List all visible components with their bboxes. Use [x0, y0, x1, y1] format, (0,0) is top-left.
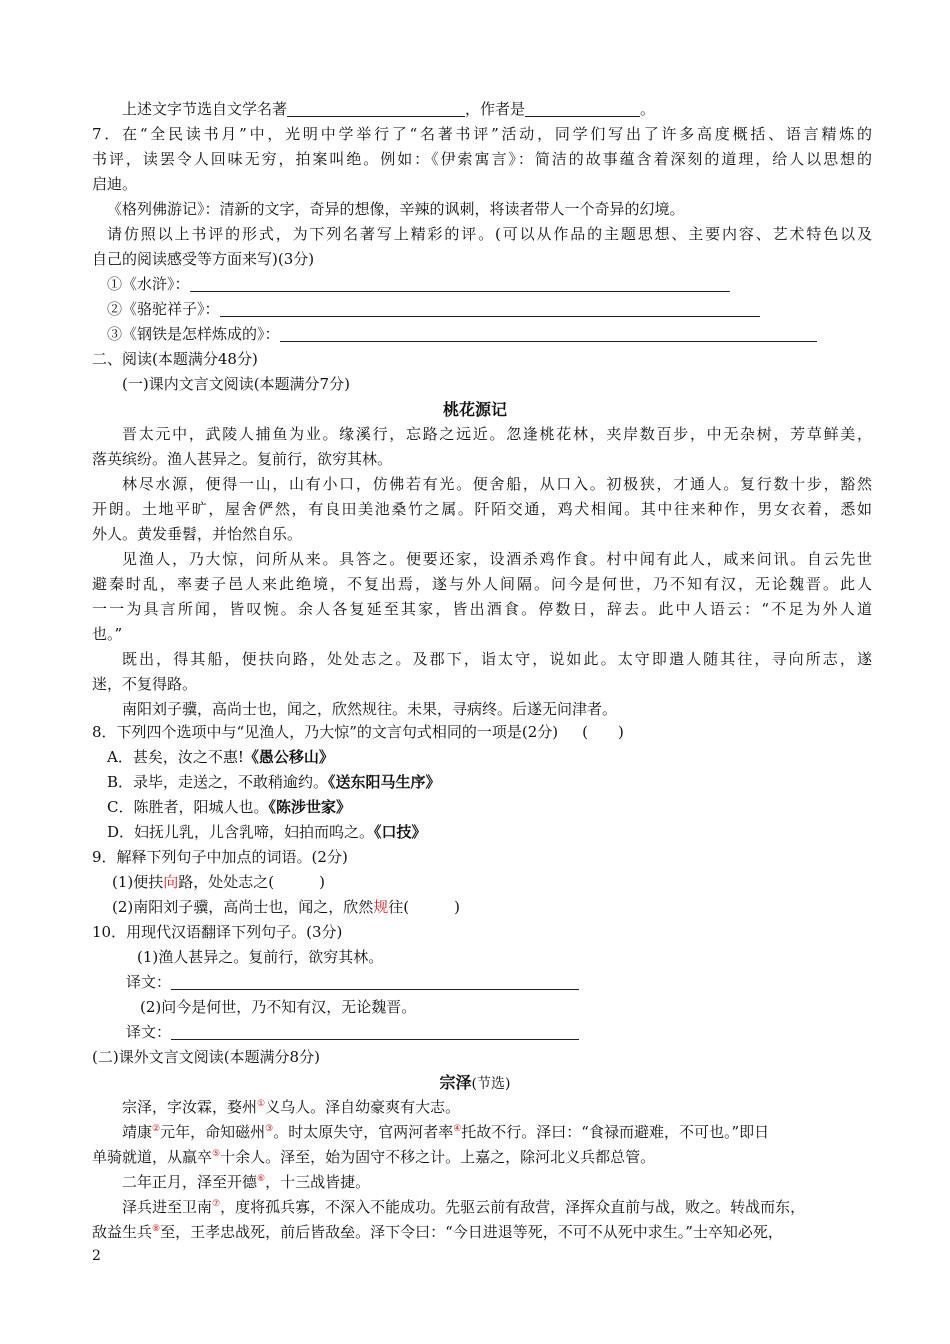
text: 上述文字节选自文学名著 [122, 100, 288, 118]
passage-line: 也。” [92, 625, 123, 643]
passage-line: 外人。黄发垂髫，并怡然自乐。 [92, 525, 303, 543]
text: 靖康 [122, 1123, 153, 1141]
q7-line-1: 7．在“全民读书月”中，光明中学举行了“名著书评”活动，同学们写出了许多高度概括、语言精炼的 [92, 125, 872, 143]
option-text: C．陈胜者，阳城人也。 [107, 798, 269, 816]
text: (1)便扶 [112, 873, 164, 891]
text: 宗泽，字汝霖，婺州 [122, 1098, 258, 1116]
q8-option-c[interactable] [107, 795, 872, 820]
option-source: 《愚公移山》 [243, 748, 334, 766]
text: 元年，命知磁州 [160, 1123, 266, 1141]
text: ③《钢铁是怎样炼成的》： [107, 325, 280, 343]
footnote-marker: ③ [265, 1124, 274, 1134]
translation-2 [126, 1020, 872, 1045]
q9-stem: 9．解释下列句子中加点的词语。(2分) [92, 848, 348, 866]
book-name-blank[interactable] [287, 100, 465, 117]
q10-item-2: (2)问今是何世，乃不知有汉，无论魏晋。 [140, 998, 417, 1016]
answer-paren[interactable]: ( ) [582, 723, 624, 741]
passage-line [122, 1095, 872, 1120]
footnote-marker: ① [257, 1099, 266, 1109]
text: ，作者是 [465, 100, 526, 118]
text: 。 [640, 100, 656, 118]
title-text: 宗泽 [439, 1073, 472, 1092]
passage-line: 开朗。土地平旷，屋舍俨然，有良田美池桑竹之属。阡陌交通，鸡犬相闻。其中往来种作，男女衣着，悉如 [92, 500, 872, 518]
translation-blank[interactable] [171, 1023, 579, 1040]
text: ②《骆驼祥子》： [107, 300, 220, 318]
dotted-word: 规 [373, 898, 389, 916]
footnote-marker: ⑧ [152, 1224, 161, 1234]
option-source: 《送东阳马生序》 [328, 773, 441, 791]
section-2-2-heading: (二)课外文言文阅读(本题满分8分) [92, 1048, 320, 1066]
footnote-marker: ⑦ [212, 1199, 221, 1209]
text: 义乌人。泽自幼豪爽有大志。 [265, 1098, 461, 1116]
dotted-word: 向 [163, 873, 179, 891]
q7-example: 《格列佛游记》：清新的文字，奇异的想像，辛辣的讽刺，将读者带人一个奇异的幻境。 [107, 200, 685, 218]
q7-item-3 [107, 322, 872, 347]
text[interactable]: 往( ) [388, 898, 460, 916]
text: 单骑就道，从羸卒 [92, 1148, 213, 1166]
page-number: 2 [92, 1248, 101, 1264]
passage-line: 南阳刘子骥，高尚士也，闻之，欣然规往。未果，寻病终。后遂无问津者。 [122, 700, 618, 718]
text: 敌益生兵 [92, 1223, 153, 1241]
option-source: 《口技》 [374, 823, 427, 841]
footnote-marker: ⑥ [257, 1174, 266, 1184]
passage-line: 迷，不复得路。 [92, 675, 198, 693]
answer-blank[interactable] [190, 275, 730, 292]
q7-item-1 [107, 272, 872, 297]
q8-option-d[interactable] [107, 820, 872, 845]
answer-blank[interactable] [220, 300, 760, 317]
passage-line: 既出，得其船，便扶向路，处处志之。及郡下，诣太守，说如此。太守即遣人随其往，寻向所志，遂 [122, 650, 872, 668]
q7-instruction: 请仿照以上书评的形式，为下列名著写上精彩的评。(可以从作品的主题思想、主要内容、艺术特色以及 [107, 225, 872, 243]
translation-1 [126, 970, 872, 995]
passage-line [92, 1145, 872, 1170]
option-text: B．录毕，走送之，不敢稍逾约。 [107, 773, 329, 791]
footnote-marker: ④ [453, 1124, 462, 1134]
text: 译文： [126, 973, 172, 991]
q6-source-line [122, 97, 872, 122]
text: ①《水浒》： [107, 275, 190, 293]
text: (2)南阳刘子骥，高尚士也，闻之，欣然 [112, 898, 374, 916]
text: 十余人。泽至，始为固守不移之计。上嘉之，除河北义兵都总管。 [220, 1148, 656, 1166]
option-text: A．甚矣，汝之不惠! [107, 748, 244, 766]
text: ，十三战皆捷。 [265, 1173, 371, 1191]
q9-item-2 [112, 895, 872, 920]
passage-line: 落英缤纷。渔人甚异之。复前行，欲穷其林。 [92, 450, 393, 468]
text: 泽兵进至卫南 [122, 1198, 213, 1216]
q9-item-1 [112, 870, 872, 895]
q8-option-a[interactable] [107, 745, 872, 770]
passage-line [122, 1170, 872, 1195]
passage-line: 一一为具言所闻，皆叹惋。余人各复延至其家，皆出酒食。停数日，辞去。此中人语云：“不足为外人道 [92, 600, 872, 618]
passage-line [92, 1220, 872, 1245]
q8-option-b[interactable] [107, 770, 872, 795]
translation-blank[interactable] [171, 973, 579, 990]
passage-line [122, 1195, 872, 1220]
footnote-marker: ⑤ [212, 1149, 221, 1159]
section-2-1-heading: (一)课内文言文阅读(本题满分7分) [122, 375, 350, 393]
option-source: 《陈涉世家》 [268, 798, 351, 816]
q7-instruction-2: 自己的阅读感受等方面来写)(3分) [92, 250, 315, 268]
text: 二年正月，泽至开德 [122, 1173, 258, 1191]
passage-2-title [0, 1070, 950, 1097]
text: 。时太原失守，官两河者率 [273, 1123, 454, 1141]
answer-blank[interactable] [280, 325, 817, 342]
text: ，度将孤兵寡，不深入不能成功。先驱云前有敌营，泽挥众直前与战，败之。转战而东， [220, 1198, 806, 1216]
q7-line-2: 书评，读罢令人回味无穷，拍案叫绝。例如：《伊索寓言》：简洁的故事蕴含着深刻的道理，给人以思想的 [92, 150, 872, 168]
text: 8．下列四个选项中与“见渔人，乃大惊”的文言句式相同的一项是(2分) [92, 723, 559, 741]
passage-line: 晋太元中，武陵人捕鱼为业。缘溪行，忘路之远近。忽逢桃花林，夹岸数百步，中无杂树，芳草鲜美， [122, 425, 872, 443]
passage-line: 林尽水源，便得一山，山有小口，仿佛若有光。便舍船，从口入。初极狭，才通人。复行数十步，豁然 [122, 475, 872, 493]
text[interactable]: 路，处处志之( ) [178, 873, 325, 891]
q7-item-2 [107, 297, 872, 322]
q10-stem: 10．用现代汉语翻译下列句子。(3分) [92, 923, 343, 941]
section-2-heading: 二、阅读(本题满分48分) [92, 350, 258, 368]
footnote-marker: ② [152, 1124, 161, 1134]
q8-stem [92, 720, 872, 745]
option-text: D．妇抚儿乳，儿含乳啼，妇拍而呜之。 [107, 823, 375, 841]
passage-line: 避秦时乱，率妻子邑人来此绝境，不复出焉，遂与外人间隔。问今是何世，乃不知有汉，无论魏晋。此人 [92, 575, 872, 593]
text: 至，王孝忠战死，前后皆敌垒。泽下令曰：“今日进退等死，不可不从死中求生。”士卒知必死， [160, 1223, 783, 1241]
author-blank[interactable] [525, 100, 640, 117]
text: 译文： [126, 1023, 172, 1041]
q10-item-1: (1)渔人甚异之。复前行，欲穷其林。 [137, 948, 384, 966]
q7-line-3: 启迪。 [92, 175, 138, 193]
passage-line [122, 1120, 872, 1145]
text: 托故不行。泽曰：“食禄而避难，不可也。”即日 [461, 1123, 770, 1141]
title-sub: (节选) [471, 1076, 511, 1092]
passage-line: 见渔人，乃大惊，问所从来。具答之。便要还家，设酒杀鸡作食。村中闻有此人，咸来问讯。自云先世 [122, 550, 872, 568]
passage-1-title: 桃花源记 [442, 400, 507, 419]
